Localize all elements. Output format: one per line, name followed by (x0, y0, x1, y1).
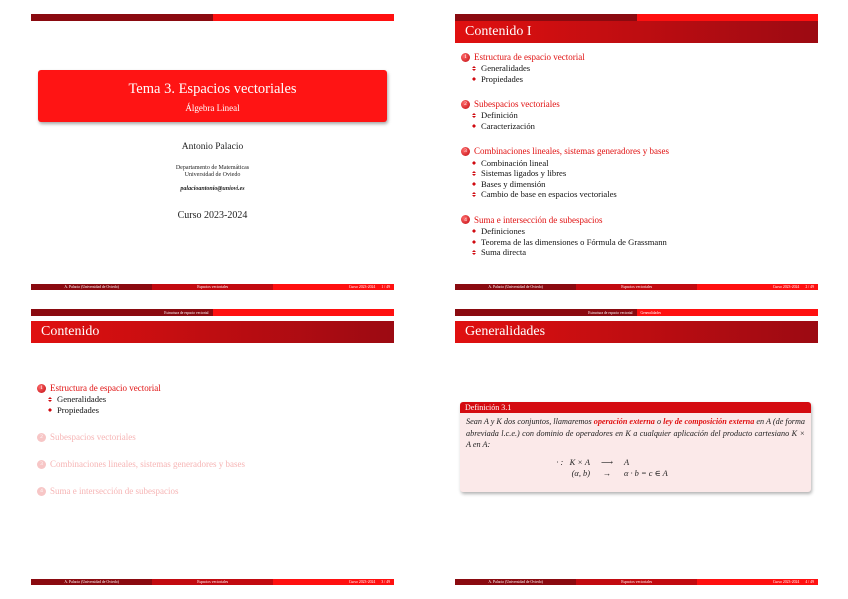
footer-course: Curso 2023-2024 (772, 580, 800, 584)
footer-page: 3 / 49 (381, 580, 390, 584)
slide-footer (455, 579, 818, 585)
slide-heading: Contenido I (455, 21, 818, 43)
footer-right (697, 284, 818, 290)
section-title: Combinaciones lineales, sistemas generadores y bases (474, 146, 669, 157)
footer-course: Curso 2023-2024 (772, 285, 800, 289)
slide-footer (31, 284, 394, 290)
toc-subsection[interactable] (37, 394, 245, 405)
footer-right (697, 579, 818, 585)
definition-block (460, 402, 811, 492)
toc-section[interactable] (461, 51, 669, 63)
footer-author: A. Palacio (Universidad de Oviedo) (31, 579, 152, 585)
diamond-bullet-icon (472, 190, 476, 194)
top-strip (455, 14, 818, 21)
section-number-icon: 1 (461, 53, 470, 62)
toc-subsection[interactable] (37, 405, 245, 416)
diamond-bullet-icon (472, 111, 476, 115)
definition-title: Definición 3.1 (460, 402, 811, 413)
section-number-icon: 4 (37, 487, 46, 496)
footer-topic: Espacios vectoriales (152, 579, 273, 585)
footer-topic: Espacios vectoriales (576, 284, 697, 290)
diamond-bullet-icon (472, 169, 476, 173)
footer-topic: Espacios vectoriales (576, 579, 697, 585)
toc-section-faded[interactable] (37, 431, 245, 443)
map-domain: K × A (569, 457, 590, 467)
presentation-title: Tema 3. Espacios vectoriales (128, 81, 297, 97)
map-element: (α, b) (571, 468, 590, 478)
highlight-term: ley de composición externa (663, 417, 755, 426)
title-box (38, 70, 387, 122)
footer-author: A. Palacio (Universidad de Oviedo) (31, 284, 152, 290)
toc-subsection[interactable] (461, 226, 669, 237)
table-of-contents (37, 382, 245, 497)
definition-text: o (654, 417, 664, 426)
section-number-icon: 2 (37, 433, 46, 442)
toc-subsection[interactable] (461, 74, 669, 85)
nav-subsection-link[interactable]: Generalidades (637, 309, 819, 316)
footer-course: Curso 2023-2024 (348, 285, 376, 289)
subsection-title: Caracterización (481, 121, 535, 132)
section-title: Estructura de espacio vectorial (50, 383, 161, 393)
toc-subsection[interactable] (461, 110, 669, 121)
slide-heading: Generalidades (455, 321, 818, 343)
definition-text: en A (de forma abreviada l.c.e.) con dominio de operadores en K a cualquier aplicación del producto cartesiano K × A en A: (466, 417, 805, 449)
diamond-bullet-icon (48, 406, 52, 410)
nav-section-link[interactable]: Estructura de espacio vectorial (31, 309, 213, 316)
nav-section-link[interactable]: Estructura de espacio vectorial (455, 309, 637, 316)
toc-subsection[interactable] (461, 189, 669, 200)
section-title: Estructura de espacio vectorial (474, 52, 585, 62)
footer-course: Curso 2023-2024 (348, 580, 376, 584)
faded-sections (37, 415, 245, 497)
subsection-title: Generalidades (481, 63, 531, 74)
footer-page: 2 / 49 (805, 285, 814, 289)
subsection-title: Propiedades (57, 404, 100, 415)
toc-subsection[interactable] (461, 157, 669, 168)
slide-footer (455, 284, 818, 290)
subsection-title: Teorema de las dimensiones o Fórmula de Grassmann (481, 236, 667, 247)
diamond-bullet-icon (472, 75, 476, 79)
subsection-title: Propiedades (481, 73, 524, 84)
toc-section[interactable] (461, 214, 669, 226)
diamond-bullet-icon (472, 64, 476, 68)
section-title: Combinaciones lineales, sistemas generadores y bases (50, 459, 245, 470)
author-name: Antonio Palacio (181, 142, 244, 152)
subsection-title: Suma directa (481, 247, 527, 258)
footer-author: A. Palacio (Universidad de Oviedo) (455, 579, 576, 585)
definition-text: Sean A y K dos conjuntos, llamaremos (466, 417, 594, 426)
slide-title (31, 14, 394, 290)
section-number-icon: 3 (461, 147, 470, 156)
university: Universidad de Oviedo (184, 172, 241, 178)
diamond-bullet-icon (472, 238, 476, 242)
section-number-icon: 3 (37, 460, 46, 469)
footer-author: A. Palacio (Universidad de Oviedo) (455, 284, 576, 290)
subsection-title: Cambio de base en espacios vectoriales (481, 189, 617, 200)
diamond-bullet-icon (472, 180, 476, 184)
subsection-title: Bases y dimensión (481, 178, 546, 189)
table-of-contents (461, 51, 669, 258)
department: Departamento de Matemáticas (175, 165, 250, 171)
definition-body (460, 413, 811, 479)
diamond-bullet-icon (472, 122, 476, 126)
mapping-formula (466, 457, 805, 479)
diamond-bullet-icon (48, 395, 52, 399)
diamond-bullet-icon (472, 227, 476, 231)
toc-section-active[interactable] (37, 382, 245, 394)
section-title: Suma e intersección de subespacios (474, 214, 603, 225)
slide-generalidades (455, 309, 818, 585)
course-year: Curso 2023-2024 (177, 210, 248, 221)
presentation-subtitle: Álgebra Lineal (185, 103, 240, 113)
section-title: Subespacios vectoriales (474, 99, 560, 110)
footer-right (273, 284, 394, 290)
section-number-icon: 4 (461, 215, 470, 224)
section-title: Suma e intersección de subespacios (50, 486, 179, 497)
subsection-title: Definiciones (481, 226, 525, 237)
toc-subsection[interactable] (461, 168, 669, 179)
slide-contents-i (455, 14, 818, 290)
map-op-symbol: · : (556, 457, 564, 467)
nav-strip (31, 309, 394, 316)
diamond-bullet-icon (472, 248, 476, 252)
map-codomain: A (624, 457, 630, 467)
section-title: Subespacios vectoriales (50, 432, 136, 443)
subsection-title: Combinación lineal (481, 157, 549, 168)
toc-subsection[interactable] (461, 236, 669, 247)
diamond-bullet-icon (472, 159, 476, 163)
footer-page: 4 / 49 (805, 580, 814, 584)
subsection-title: Sistemas ligados y libres (481, 168, 567, 179)
highlight-term: operación externa (593, 417, 655, 426)
footer-topic: Espacios vectoriales (152, 284, 273, 290)
map-image: α · b = c ∈ A (624, 468, 668, 478)
toc-subsection[interactable] (461, 63, 669, 74)
map-arrow: ⟶ (600, 457, 613, 467)
map-arrow: → (602, 468, 612, 478)
subsection-title: Definición (481, 110, 518, 121)
toc-subsection[interactable] (461, 247, 669, 258)
section-number-icon: 2 (461, 100, 470, 109)
author-email: palacioantonio@uniovi.es (180, 186, 245, 192)
toc-section[interactable] (461, 145, 669, 157)
footer-right (273, 579, 394, 585)
slide-contents (31, 309, 394, 585)
top-strip (31, 14, 394, 21)
map-operator (466, 457, 596, 468)
section-number-icon: 1 (37, 384, 46, 393)
footer-page: 1 / 49 (381, 285, 390, 289)
toc-section-faded[interactable] (37, 458, 245, 470)
toc-section-faded[interactable] (37, 485, 245, 497)
slide-heading: Contenido (31, 321, 394, 343)
subsection-title: Generalidades (57, 394, 107, 405)
toc-subsection[interactable] (461, 121, 669, 132)
slide-footer (31, 579, 394, 585)
nav-strip (455, 309, 818, 316)
toc-subsection[interactable] (461, 179, 669, 190)
toc-section[interactable] (461, 98, 669, 110)
